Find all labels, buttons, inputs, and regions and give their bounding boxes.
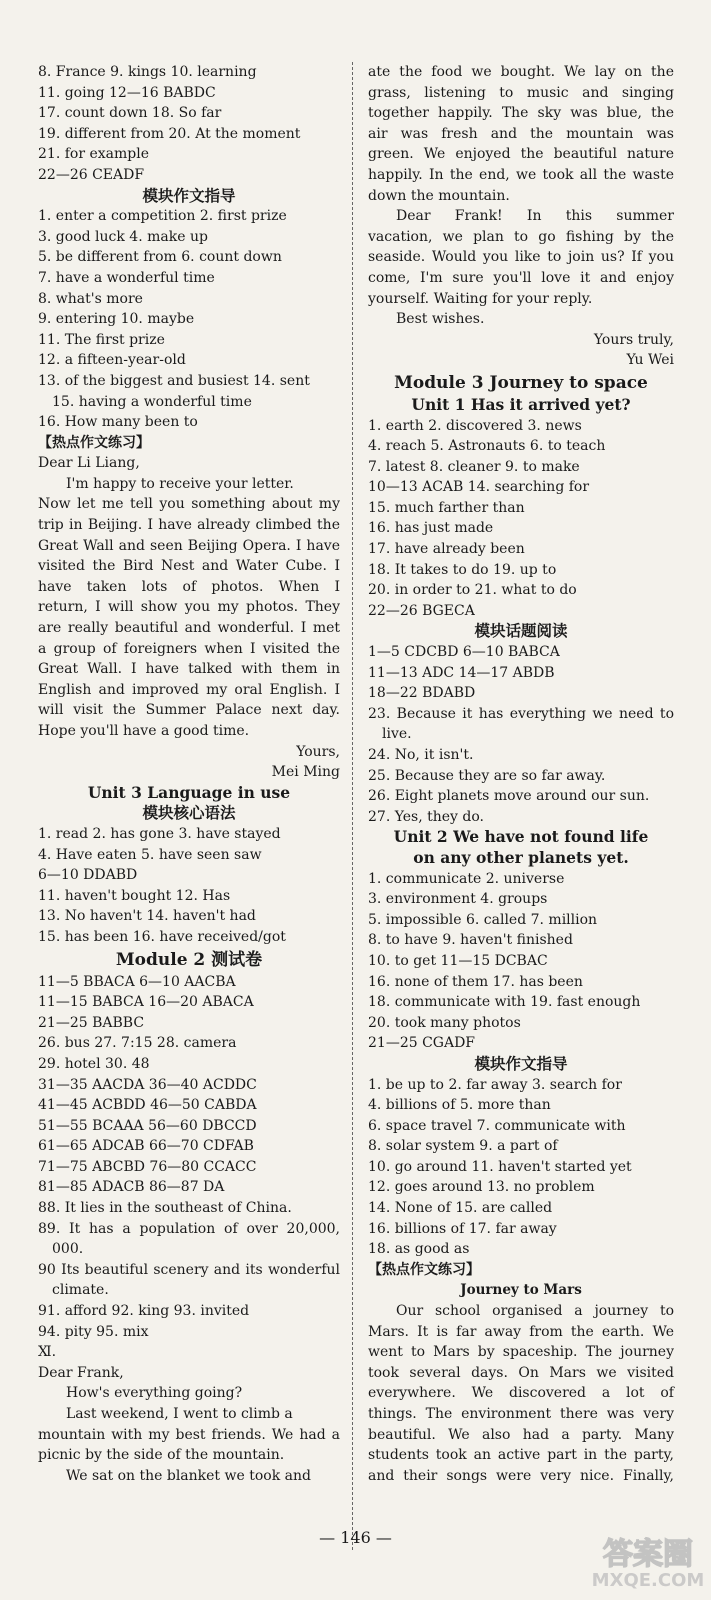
text-line: 13. of the biggest and busiest 14. sent [38,372,310,389]
text-line: 8. solar system 9. a part of [368,1138,558,1155]
text-line: climate. [52,1282,109,1299]
text-line: 90 Its beautiful scenery and its wonderful [38,1261,340,1278]
text-line: How's everything going? [66,1385,243,1402]
text-line: 20. took many photos [368,1014,521,1031]
text-line: 4. Have eaten 5. have seen saw [38,846,262,863]
text-line: 000. [52,1241,84,1258]
text-line: 15. much farther than [368,499,525,516]
text-line: 4. reach 5. Astronauts 6. to teach [368,438,606,455]
text-line: have taken lots of photos. When I [38,578,340,595]
text-line: Ⅺ. [38,1344,57,1361]
text-line: picnic by the side of the mountain. [38,1447,285,1464]
text-line: I'm happy to receive your letter. [66,475,294,492]
text-line: down the mountain. [368,187,510,204]
section-heading: 模块核心语法 [142,803,236,823]
text-line: 1—5 CDCBD 6—10 BABCA [368,644,560,661]
text-line: seaside. Would you like to join us? If you [368,249,674,266]
exercise-heading: 【热点作文练习】 [38,434,150,451]
text-line: 21—25 BABBC [38,1014,145,1031]
module-heading: Module 3 Journey to space [394,372,648,393]
text-line: 11. going 12—16 BABDC [38,84,216,101]
signature-line: Yours truly, [593,331,674,348]
text-line: Now let me tell you something about my [38,496,340,513]
text-line: 4. billions of 5. more than [368,1097,551,1114]
text-line: 19. different from 20. At the moment [38,125,301,142]
text-line: 13. No haven't 14. haven't had [38,908,256,925]
text-line: 89. It has a population of over 20,000, [38,1220,340,1237]
text-line: everywhere. We discovered a lot of [368,1385,674,1402]
text-line: air was fresh and the mountain was [368,125,674,142]
text-line: 15. having a wonderful time [52,393,252,410]
text-line: Dear Li Liang, [38,455,140,472]
page-number: — 146 — [319,1528,392,1547]
signature-line: Mei Ming [271,764,340,781]
text-line: English and improved my oral English. I [38,681,340,698]
exercise-heading: 【热点作文练习】 [368,1261,480,1278]
text-line: 11. haven't bought 12. Has [38,887,231,904]
text-line: 27. Yes, they do. [368,808,484,825]
text-line: grass, listening to music and singing [368,84,674,101]
text-line: ate the food we bought. We lay on the [368,64,674,80]
text-line: 9. entering 10. maybe [38,311,195,328]
text-line: 1. be up to 2. far away 3. search for [368,1076,622,1093]
text-line: trip in Beijing. I have already climbed the [38,517,340,534]
text-line: 11—5 BBACA 6—10 AACBA [38,973,236,990]
text-line: 3. good luck 4. make up [38,228,208,245]
text-line: 12. goes around 13. no problem [368,1179,595,1196]
text-line: Dear Frank, [38,1364,124,1381]
text-line: 26. bus 27. 7:15 28. camera [38,1035,237,1052]
text-line: took several days. On Mars we visited [368,1364,674,1381]
text-line: 6—10 DDABD [38,867,138,884]
text-line: Great Wall and seen Beijing Opera. I have [38,537,340,554]
text-line: 7. have a wonderful time [38,269,215,286]
text-line: 3. environment 4. groups [368,891,548,908]
left-column [38,62,340,1486]
text-line: 17. count down 18. So far [38,105,222,122]
text-line: together happily. The sky was blue, the [368,105,674,122]
text-line: 5. be different from 6. count down [38,249,282,266]
text-line: Our school organised a journey to [396,1303,674,1320]
text-line: 1. communicate 2. universe [368,870,565,887]
text-line: 10. to get 11—15 DCBAC [368,952,548,969]
text-line: 1. read 2. has gone 3. have stayed [38,825,281,842]
text-line: Great Wall. I have talked with them in [38,661,340,678]
section-heading: 模块话题阅读 [474,621,568,641]
text-line: beautiful. We also had a party. Many [368,1426,674,1443]
text-line: 61—65 ADCAB 66—70 CDFAB [38,1138,254,1155]
text-line: 24. No, it isn't. [368,747,474,763]
text-line: green. We enjoyed the beautiful nature [368,146,674,163]
text-line: 8. to have 9. haven't finished [368,932,573,949]
text-line: 22—26 BGECA [368,602,475,619]
text-line: will visit the Summer Palace next day. [38,702,340,719]
text-line: 21—25 CGADF [368,1035,476,1052]
right-column [368,62,674,1486]
text-line: Best wishes. [396,311,485,328]
text-line: 15. has been 16. have received/got [38,928,286,945]
text-line: visited the Bird Nest and Water Cube. I [38,558,340,575]
text-line: 1. earth 2. discovered 3. news [368,417,582,434]
text-line: a group of foreigners when I visited the [38,640,340,657]
text-line: and their songs were very nice. Finally, [368,1467,674,1484]
text-line: 71—75 ABCBD 76—80 CCACC [38,1158,257,1175]
watermark-sub: MXQE.COM [592,1570,704,1591]
section-heading: 模块作文指导 [474,1053,568,1073]
essay-title: Journey to Mars [460,1282,582,1299]
text-line: Last weekend, I went to climb a [66,1406,293,1422]
text-line: 10. go around 11. haven't started yet [368,1158,632,1175]
text-line: 23. Because it has everything we need to [368,705,674,722]
text-line: 11. The first prize [38,331,165,348]
text-line: 16. none of them 17. has been [368,973,583,990]
text-line: 81—85 ADACB 86—87 DA [38,1179,225,1196]
text-line: 18. as good as [368,1241,470,1258]
text-line: live. [382,726,412,743]
column-divider [352,62,353,1550]
text-line: things. The environment there was very [368,1406,674,1422]
module-heading: Module 2 测试卷 [115,949,263,970]
text-line: students took an active part in the party, [368,1447,674,1464]
watermark-graphic [592,1526,704,1592]
text-line: 22—26 CEADF [38,166,145,183]
text-line: 91. afford 92. king 93. invited [38,1303,250,1320]
text-line: vacation, we plan to go fishing by the [368,228,674,245]
text-line: 29. hotel 30. 48 [38,1055,150,1072]
text-line: are really beautiful and wonderful. I met [38,620,340,637]
text-line: 18. communicate with 19. fast enough [368,994,641,1011]
text-line: 21. for example [38,146,149,163]
text-line: 10—13 ACAB 14. searching for [368,479,590,496]
text-line: Mars. It is far away from the earth. We [368,1323,674,1340]
text-line: yourself. Waiting for your reply. [368,290,593,307]
text-line: 16. billions of 17. far away [368,1220,557,1237]
text-line: 41—45 ACBDD 46—50 CABDA [38,1097,257,1114]
text-line: 18—22 BDABD [368,685,476,702]
text-line: 17. have already been [368,541,525,558]
text-line: 14. None of 15. are called [368,1200,553,1217]
text-line: 25. Because they are so far away. [368,767,606,784]
signature-line: Yu Wei [626,352,674,369]
section-heading: Unit 3 Language in use [87,782,291,802]
text-line: Hope you'll have a good time. [38,723,250,739]
text-line: 8. what's more [38,290,143,307]
text-line: 7. latest 8. cleaner 9. to make [368,458,580,475]
text-line: 8. France 9. kings 10. learning [38,64,257,80]
text-line: went to Mars by spaceship. The journey [368,1344,674,1361]
section-heading: Unit 2 We have not found life [393,827,649,847]
watermark-main: 答案圈 [603,1537,693,1572]
text-line: Dear Frank! In this summer [396,208,674,225]
text-line: 31—35 AACDA 36—40 ACDDC [38,1076,257,1093]
text-line: mountain with my best friends. We had a [38,1426,340,1443]
section-heading: on any other planets yet. [413,847,629,867]
text-line: return, I will show you my photos. They [38,599,340,616]
text-line: 88. It lies in the southeast of China. [38,1200,292,1217]
text-line: 94. pity 95. mix [38,1323,149,1340]
text-line: 51—55 BCAAA 56—60 DBCCD [38,1117,257,1134]
text-line: 16. has just made [368,520,494,537]
text-line: 26. Eight planets move around our sun. [368,788,650,805]
text-line: 11—13 ADC 14—17 ABDB [368,664,555,681]
text-line: 20. in order to 21. what to do [368,582,577,599]
text-line: 11—15 BABCA 16—20 ABACA [38,994,254,1011]
text-line: happily. In the end, we took all the waste [368,166,674,183]
section-heading: 模块作文指导 [142,185,236,205]
text-line: 6. space travel 7. communicate with [368,1117,626,1134]
text-line: 12. a fifteen-year-old [38,352,186,369]
text-line: 5. impossible 6. called 7. million [368,911,598,928]
text-line: 18. It takes to do 19. up to [368,561,557,578]
section-heading: Unit 1 Has it arrived yet? [411,394,631,414]
text-line: We sat on the blanket we took and [66,1467,311,1484]
text-line: 1. enter a competition 2. first prize [38,208,287,225]
text-line: 16. How many been to [38,414,198,431]
signature-line: Yours, [296,743,340,760]
text-line: come, I'm sure you'll love it and enjoy [368,269,674,286]
watermark-logo [592,1526,704,1592]
